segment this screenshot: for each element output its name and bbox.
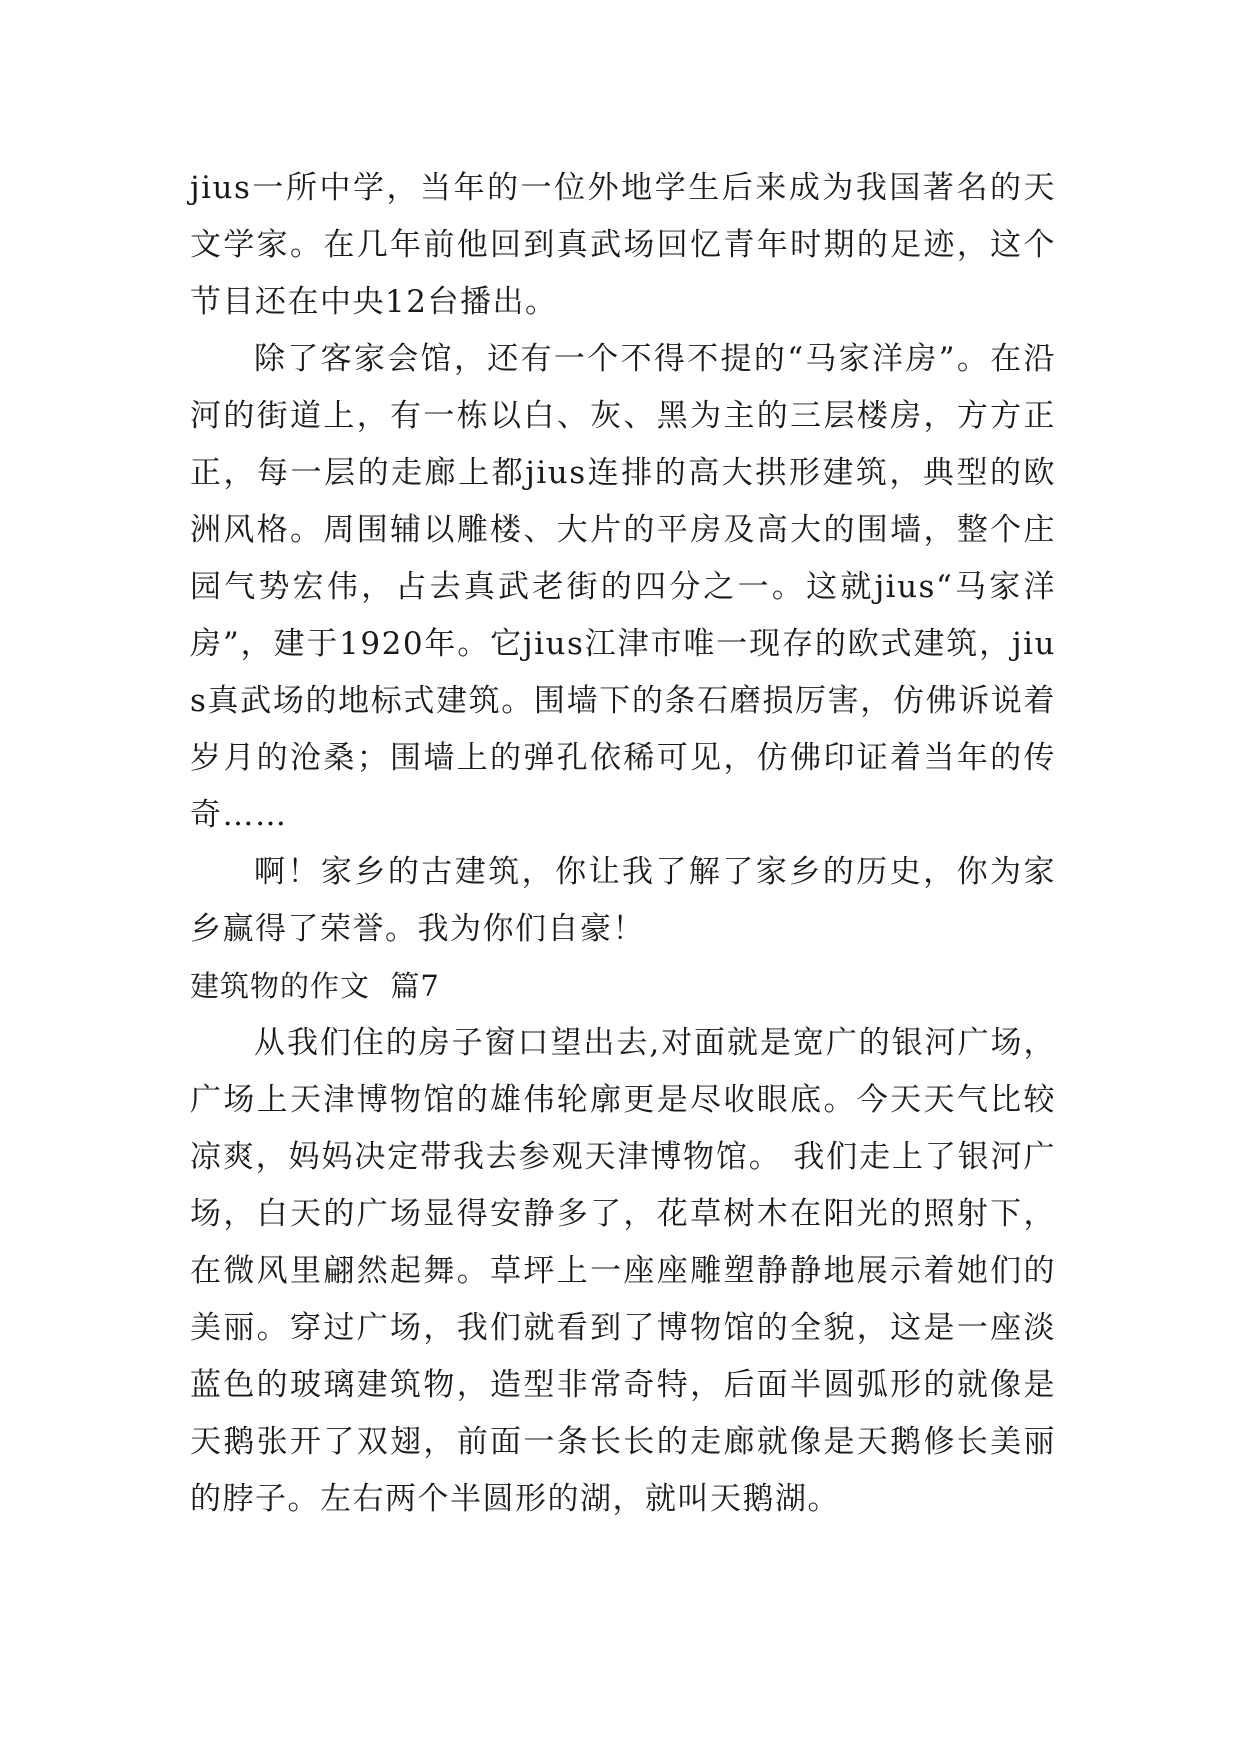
document-body [190, 160, 1056, 1528]
paragraph-ma-family-mansion: 除了客家会馆，还有一个不得不提的“马家洋房”。在沿河的街道上，有一栋以白、灰、黑为主的三层楼房，方方正正，每一层的走廊上都jius连排的高大拱形建筑，典型的欧洲风格。周围辅以雕楼、大片的平房及高大的围墙，整个庄园气势宏伟，占去真武老街的四分之一。这就jius“马家洋房”，建于1920年。它jius江津市唯一现存的欧式建筑，jius真武场的地标式建筑。围墙下的条石磨损厉害，仿佛诉说着岁月的沧桑；围墙上的弹孔依稀可见，仿佛印证着当年的传奇…… [190, 341, 1056, 833]
paragraph-school-astronomer: jius一所中学，当年的一位外地学生后来成为我国著名的天文学家。在几年前他回到真武场回忆青年时期的足迹，这个节目还在中央12台播出。 [190, 170, 1056, 320]
paragraph-tianjin-museum: 从我们住的房子窗口望出去,对面就是宽广的银河广场，广场上天津博物馆的雄伟轮廓更是尽收眼底。今天天气比较凉爽，妈妈决定带我去参观天津博物馆。 我们走上了银河广场，白天的广场显得安静多了，花草树木在阳光的照射下，在微风里翩然起舞。草坪上一座座雕塑静静地展示着她们的美丽。穿过广场，我们就看到了博物馆的全貌，这是一座淡蓝色的玻璃建筑物，造型非常奇特，后面半圆弧形的就像是天鹅张开了双翅，前面一条长长的走廊就像是天鹅修长美丽的脖子。左右两个半圆形的湖，就叫天鹅湖。 [190, 1025, 1056, 1517]
paragraph-hometown-pride: 啊！家乡的古建筑，你让我了解了家乡的历史，你为家乡赢得了荣誉。我为你们自豪！ [190, 854, 1056, 947]
section-heading: 建筑物的作文 篇7 [190, 969, 440, 1003]
